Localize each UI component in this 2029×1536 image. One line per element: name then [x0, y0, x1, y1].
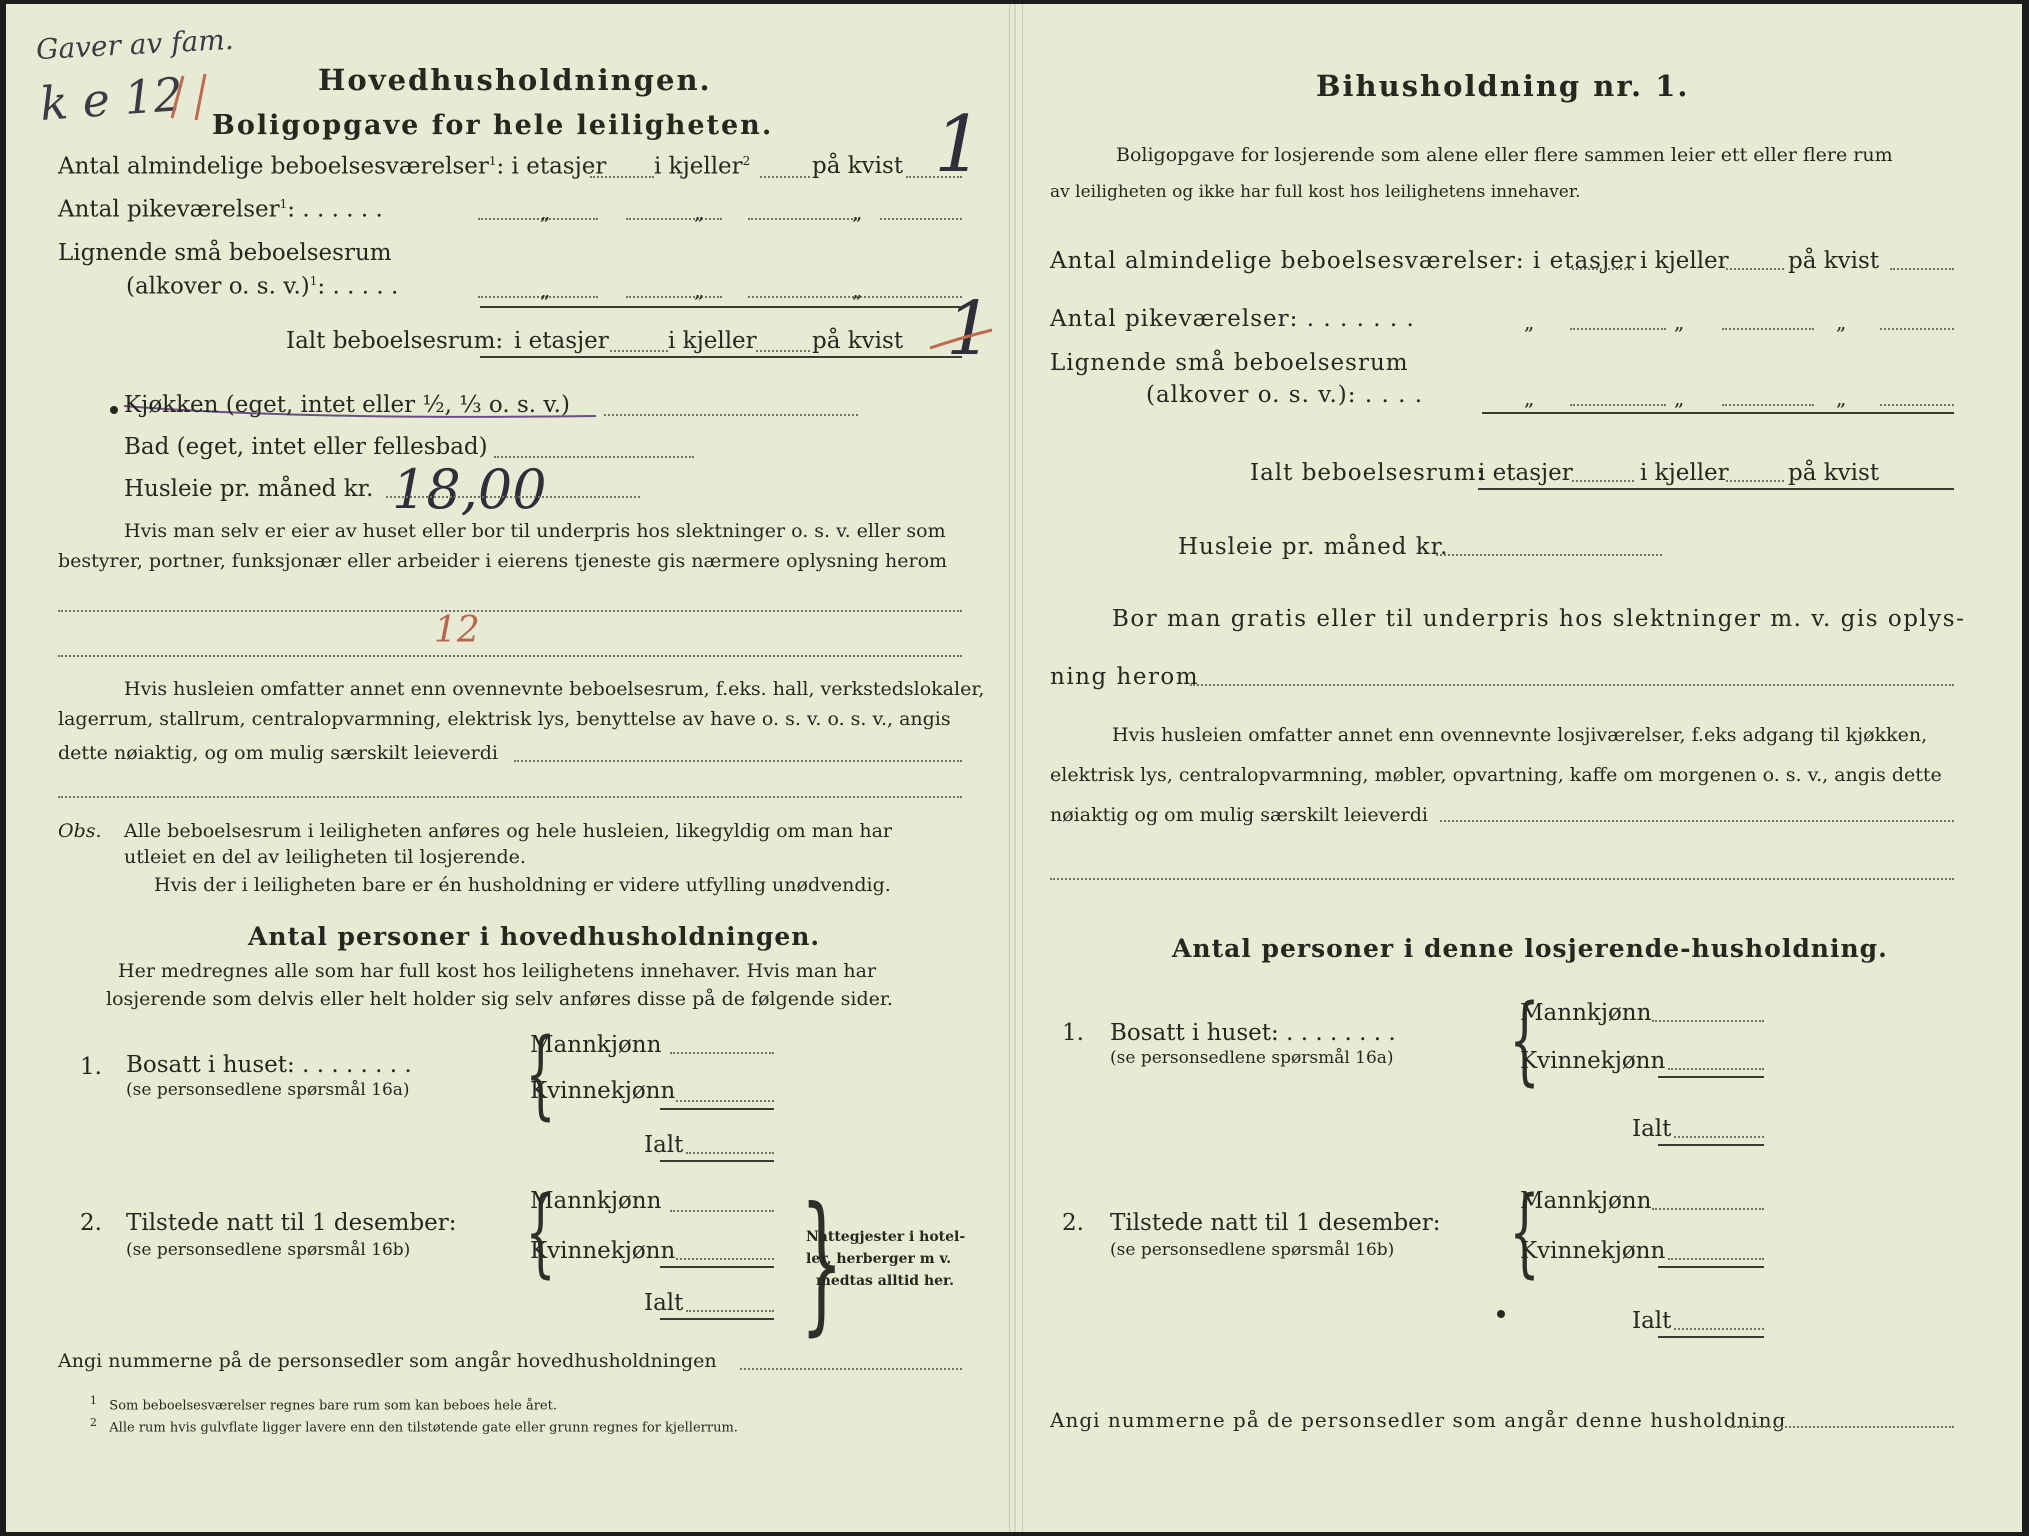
ditto-mark: „	[1674, 386, 1685, 410]
rooms-kjeller-field-right[interactable]	[1726, 268, 1784, 270]
ditto-mark: „	[852, 200, 863, 224]
intro-text: av leiligheten og ikke har full kost hos leilighetens innehaver.	[1050, 182, 1581, 202]
q1-male-label: Mannkjønn	[530, 1032, 662, 1058]
rent-field[interactable]	[386, 496, 640, 498]
incl-field-right[interactable]	[1440, 820, 1954, 822]
incl-text-right: Hvis husleien omfatter annet enn ovennevnte losjiværelser, f.eks adgang til kjøkken,	[1112, 724, 1928, 746]
ditto-mark: „	[1524, 386, 1535, 410]
obs-text: Alle beboelsesrum i leiligheten anføres og hele husleien, likegyldig om man har	[124, 820, 892, 842]
q2-total-label-right: Ialt	[1632, 1308, 1672, 1334]
maid-kvist-field-end[interactable]	[880, 218, 962, 220]
small-rooms-label-2: (alkover o. s. v.)$^1$: . . . . .	[126, 273, 399, 300]
night-note: Nattegjester i hotel-	[806, 1229, 966, 1245]
q1-male-field[interactable]	[670, 1052, 774, 1054]
q2-total-field-right[interactable]	[1674, 1328, 1764, 1330]
incl-field[interactable]	[514, 760, 962, 762]
q2-total-rule-right	[1658, 1336, 1764, 1338]
small-etasjer-field[interactable]	[478, 296, 598, 298]
bath-field[interactable]	[494, 456, 694, 458]
incl-text: dette nøiaktig, og om mulig særskilt leieverdi	[58, 742, 498, 764]
q1-total-rule	[660, 1160, 774, 1162]
rooms-etasjer-field[interactable]	[590, 176, 654, 178]
q2-male-label: Mannkjønn	[530, 1188, 662, 1214]
q2-male-field[interactable]	[670, 1210, 774, 1212]
total-kjeller-field[interactable]	[756, 350, 810, 352]
q1-sub-right: (se personsedlene spørsmål 16a)	[1110, 1048, 1394, 1068]
total-rule	[480, 356, 962, 358]
total-kvist-label-right: på kvist	[1788, 460, 1880, 486]
q2-number-right: 2.	[1062, 1210, 1084, 1236]
rooms-kjeller-field[interactable]	[760, 176, 810, 178]
maid-rooms-label: Antal pikeværelser$^1$: . . . . . .	[58, 196, 383, 223]
total-etasjer-label-right: i etasjer	[1478, 460, 1573, 486]
q2-female-field[interactable]	[676, 1258, 774, 1260]
maid-kvist-field[interactable]	[748, 218, 860, 220]
q1-total-field-right[interactable]	[1674, 1136, 1764, 1138]
incl-text-right: elektrisk lys, centralopvarmning, møbler, opvartning, kaffe om morgenen o. s. v., angis dette	[1050, 764, 1942, 786]
q1-sum-rule-right	[1658, 1076, 1764, 1078]
small-kjeller-field[interactable]	[626, 296, 722, 298]
small-rooms-label-right: Lignende små beboelsesrum	[1050, 350, 1409, 376]
night-note: ler, herberger m v.	[806, 1251, 952, 1267]
free-field[interactable]	[1190, 684, 1954, 686]
q1-total-rule-right	[1658, 1144, 1764, 1146]
ditto-mark: „	[852, 278, 863, 302]
incl-text-right: nøiaktig og om mulig særskilt leieverdi	[1050, 804, 1428, 826]
small-etasjer-field-right[interactable]	[1570, 404, 1666, 406]
maid-kjeller-field[interactable]	[626, 218, 722, 220]
q1-male-field-right[interactable]	[1652, 1020, 1764, 1022]
handwritten-total-kvist: 1	[946, 286, 994, 372]
rooms-kvist-label: på kvist	[812, 153, 904, 179]
incl-text: Hvis husleien omfatter annet enn ovennevnte beboelsesrum, f.eks. hall, verkstedslokaler,	[124, 678, 985, 700]
q1-label-right: Bosatt i huset: . . . . . . . .	[1110, 1020, 1396, 1046]
incl-text: lagerrum, stallrum, centralopvarmning, elektrisk lys, benyttelse av have o. s. v. o. s. v., angis	[58, 708, 951, 730]
owner-field[interactable]	[58, 610, 962, 612]
rooms-kjeller-label: i kjeller$^2$	[654, 153, 751, 180]
total-etasjer-field[interactable]	[610, 350, 668, 352]
page-title: Hovedhusholdningen.	[318, 63, 712, 97]
page-subtitle: Boligopgave for hele leiligheten.	[212, 110, 774, 141]
owner-field-2[interactable]	[58, 655, 962, 657]
owner-text: Hvis man selv er eier av huset eller bor til underpris hos slektninger o. s. v. eller som	[124, 520, 946, 542]
q2-female-label: Kvinnekjønn	[530, 1238, 676, 1264]
persons-text: losjerende som delvis eller helt holder sig selv anføres disse på de følgende sider.	[106, 988, 893, 1010]
rooms-label: Antal almindelige beboelsesværelser$^1$: i etasjer	[58, 153, 607, 180]
ditto-mark: „	[540, 200, 551, 224]
rent-label: Husleie pr. måned kr.	[124, 476, 374, 502]
rooms-etasjer-field-right[interactable]	[1572, 268, 1634, 270]
brace: {	[1509, 1176, 1540, 1288]
obs-text: utleiet en del av leiligheten til losjerende.	[124, 846, 526, 868]
q1-total-field[interactable]	[686, 1152, 774, 1154]
maid-etasjer-field-right[interactable]	[1570, 328, 1666, 330]
total-rule-right	[1478, 488, 1954, 490]
brace: {	[525, 1176, 556, 1288]
handwritten-kvist-count: 1	[934, 100, 984, 190]
total-etasjer-field-right[interactable]	[1572, 480, 1634, 482]
night-note: medtas alltid her.	[816, 1273, 955, 1289]
q2-sub-right: (se personsedlene spørsmål 16b)	[1110, 1240, 1395, 1260]
rooms-kvist-label-right: på kvist	[1788, 248, 1880, 274]
footnote-1: $^1$ Som beboelsesværelser regnes bare rum som kan beboes hele året.	[90, 1394, 557, 1414]
footnote-2: $^2$ Alle rum hvis gulvflate ligger lavere enn den tilstøtende gate eller grunn regnes for kjellerrum.	[90, 1416, 738, 1436]
q2-male-field-right[interactable]	[1652, 1208, 1764, 1210]
numbers-text: Angi nummerne på de personsedler som angår hovedhusholdningen	[58, 1350, 717, 1372]
q1-female-label: Kvinnekjønn	[530, 1078, 676, 1104]
q2-label-right: Tilstede natt til 1 desember:	[1110, 1210, 1441, 1236]
obs-text: Hvis der i leiligheten bare er én husholdning er videre utfylling unødvendig.	[154, 874, 891, 896]
handwritten-note: Gaver av fam.	[35, 22, 235, 67]
q2-female-field-right[interactable]	[1668, 1258, 1764, 1260]
sum-rule-right	[1482, 412, 1954, 414]
incl-field-right-2[interactable]	[1050, 878, 1954, 880]
q1-female-field[interactable]	[676, 1100, 774, 1102]
ditto-mark: „	[1836, 310, 1847, 334]
owner-text: bestyrer, portner, funksjonær eller arbeider i eierens tjeneste gis nærmere oplysning herom	[58, 550, 948, 572]
q2-male-label-right: Mannkjønn	[1520, 1188, 1652, 1214]
ditto-mark: „	[540, 278, 551, 302]
maid-etasjer-field[interactable]	[478, 218, 598, 220]
total-kvist-label: på kvist	[812, 328, 904, 354]
kitchen-field[interactable]	[604, 414, 858, 416]
q1-male-label-right: Mannkjønn	[1520, 1000, 1652, 1026]
rent-label-right: Husleie pr. måned kr.	[1178, 534, 1449, 560]
rooms-kvist-field-right[interactable]	[1890, 268, 1954, 270]
incl-field-2[interactable]	[58, 796, 962, 798]
q2-total-label: Ialt	[644, 1290, 684, 1316]
q2-sum-rule	[660, 1266, 774, 1268]
ditto-mark: „	[694, 278, 705, 302]
free-text: Bor man gratis eller til underpris hos slektninger m. v. gis oplys-	[1112, 606, 1966, 632]
maid-kjeller-field-right[interactable]	[1722, 328, 1814, 330]
handwritten-rent: 18,00	[392, 458, 547, 521]
kitchen-label: Kjøkken (eget, intet eller ½, ⅓ o. s. v.)	[124, 392, 570, 418]
total-etasjer-label: i etasjer	[514, 328, 609, 354]
q1-total-label: Ialt	[644, 1132, 684, 1158]
ditto-mark: „	[694, 200, 705, 224]
q2-number: 2.	[80, 1210, 102, 1236]
q1-sub: (se personsedlene spørsmål 16a)	[126, 1080, 410, 1100]
ditto-mark: „	[1524, 310, 1535, 334]
rooms-kvist-field[interactable]	[906, 176, 962, 178]
rent-field-right[interactable]	[1436, 554, 1662, 556]
sum-rule	[480, 306, 962, 308]
ditto-mark: „	[1836, 386, 1847, 410]
handwritten-note: k e 12	[38, 67, 185, 131]
q2-female-label-right: Kvinnekjønn	[1520, 1238, 1666, 1264]
q2-label: Tilstede natt til 1 desember:	[126, 1210, 457, 1236]
q2-total-rule	[660, 1318, 774, 1320]
total-rooms-label-right: Ialt beboelsesrum:	[1250, 460, 1486, 486]
q1-female-label-right: Kvinnekjønn	[1520, 1048, 1666, 1074]
bath-label: Bad (eget, intet eller fellesbad)	[124, 434, 488, 460]
q1-label: Bosatt i huset: . . . . . . . .	[126, 1052, 412, 1078]
persons-title-right: Antal personer i denne losjerende-husholdning.	[1172, 934, 1888, 963]
numbers-text-right: Angi nummerne på de personsedler som angår denne husholdning	[1050, 1408, 1787, 1432]
q1-total-label-right: Ialt	[1632, 1116, 1672, 1142]
small-rooms-label-right-2: (alkover o. s. v.): . . . .	[1146, 382, 1424, 408]
small-kjeller-field-right[interactable]	[1722, 404, 1814, 406]
closing-brace: }	[800, 1176, 844, 1350]
q2-sub: (se personsedlene spørsmål 16b)	[126, 1240, 411, 1260]
q1-number-right: 1.	[1062, 1020, 1084, 1046]
obs-label: Obs.	[58, 820, 102, 842]
small-kvist-field-right[interactable]	[1880, 404, 1954, 406]
numbers-field-right[interactable]	[1730, 1426, 1954, 1428]
q1-sum-rule	[660, 1108, 774, 1110]
page-title-right: Bihusholdning nr. 1.	[1316, 69, 1690, 103]
total-kjeller-label-right: i kjeller	[1640, 460, 1729, 486]
total-kjeller-label: i kjeller	[668, 328, 757, 354]
rooms-kjeller-label-right: i kjeller	[1640, 248, 1729, 274]
brace: {	[1509, 984, 1540, 1096]
maid-rooms-label-right: Antal pikeværelser: . . . . . . .	[1050, 306, 1415, 332]
small-rooms-label: Lignende små beboelsesrum	[58, 240, 392, 266]
maid-kvist-field-right[interactable]	[1880, 328, 1954, 330]
total-rooms-label: Ialt beboelsesrum:	[286, 328, 504, 354]
q2-total-field[interactable]	[686, 1310, 774, 1312]
intro-text: Boligopgave for losjerende som alene eller flere sammen leier ett eller flere rum	[1116, 144, 1893, 166]
free-text: ning herom	[1050, 664, 1200, 690]
ditto-mark: „	[1674, 310, 1685, 334]
q1-number: 1.	[80, 1054, 102, 1080]
numbers-field[interactable]	[740, 1368, 962, 1370]
q1-female-field-right[interactable]	[1668, 1068, 1764, 1070]
total-kjeller-field-right[interactable]	[1726, 480, 1784, 482]
rooms-label-right: Antal almindelige beboelsesværelser: i etasjer	[1050, 248, 1637, 274]
q2-sum-rule-right	[1658, 1266, 1764, 1268]
handwritten-margin-note: 12	[434, 610, 480, 651]
persons-text: Her medregnes alle som har full kost hos leilighetens innehaver. Hvis man har	[118, 960, 877, 982]
brace: {	[525, 1018, 556, 1130]
persons-title: Antal personer i hovedhusholdningen.	[248, 922, 821, 951]
